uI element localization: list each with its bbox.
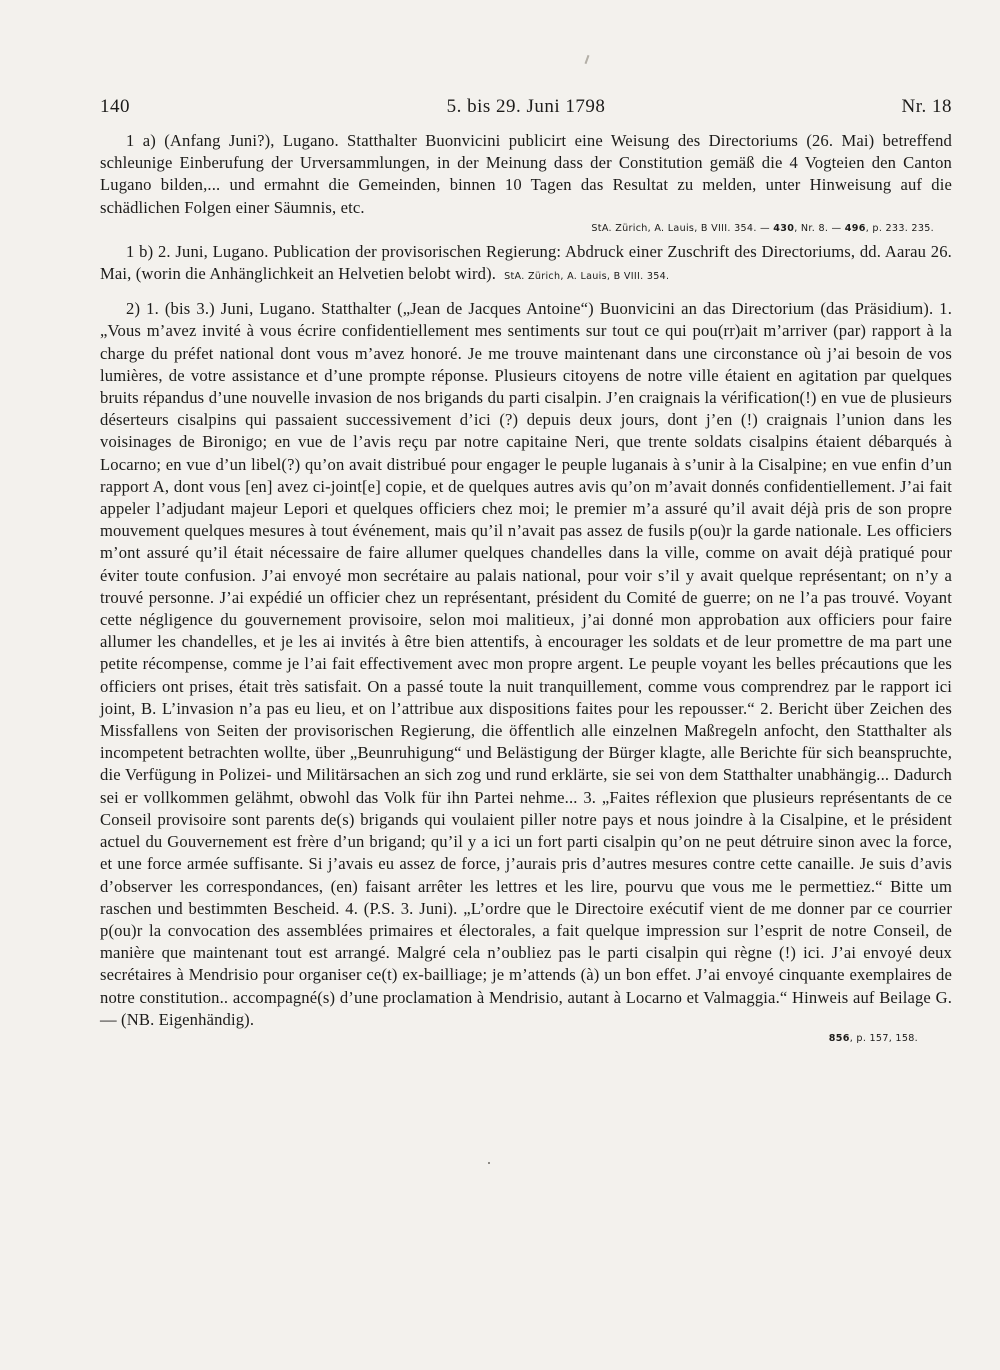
document-number: Nr. 18 [901,96,952,117]
source-citation-2: 856, p. 157, 158. [828,1032,918,1044]
entry-2: 2) 1. (bis 3.) Juni, Lugano. Statthalter („Jean de Jacques Antoine“) Buonvicini an das Directorium (das Präsidium). 1. „Vous m’avez invité à vous écrire confidentiellement mes sentiments sur tout ce qui pou(rr)ait m’arriver (par) rapport à la charge du préfet national dont vous m’avez honoré. Je me trouve maintenant dans une circonstance où j’ai besoin de vos lumières, de votre assistance et d’une prompte réponse. Plusieurs citoyens de notre ville étaient en agitation par quelques bruits répandus d’une nouvelle invasion de nos brigands du parti cisalpin. J’en craignais la vérification(!) en vue de plusieurs déserteurs cisalpins qui passaient successivement d’ici (?) depuis deux jours, dont j’en (!) craignais l’union dans les voisinages de Bironigo; en vue de l’avis reçu par notre capitaine Neri, que trente soldats cisalpins étaient débarqués à Locarno; en vue d’un libel(?) qu’on avait distribué pour engager le peuple luganais à s’unir à la Cisalpine; en vue enfin d’un rapport A, dont vous [en] avez ci-joint[e] copie, et de quelques autres avis qu’on m’avait donnés confidentiellement. J’ai fait appeler l’adjudant majeur Lepori et quelques officiers chez moi; le premier m’a assuré qu’il avait déjà pris de son propre mouvement quelques mesures à tout événement, mais qu’il n’avait pas assez de fusils p(ou)r la garde nationale. Les officiers m’ont assuré qu’il était nécessaire de faire allumer quelques chandelles dans la ville, comme on avait déjà pratiqué pour éviter toute confusion. J’ai envoyé mon secrétaire au palais national, pour voir s’il y avait quelque représentant; on n’y a trouvé personne. J’ai expédié un officier chez un représentant, président du Comité de guerre; on ne l’a pas trouvé. Voyant cette négligence du gouvernement provisoire, selon moi malitieux, j’ai donné mon approbation aux officiers pour faire allumer les chandelles, et je les ai invités à être bien attentifs, à encourager les soldats et de leur promettre de ma part une petite récompense, comme je l’ai fait effectivement avec mon propre argent. Le peuple voyant les belles précautions que les officiers ont prises, était très satisfait. On a passé toute la nuit tranquillement, comme vous comprendrez par le rapport ici joint, B. L’invasion n’a pas eu lieu, et on l’attribue aux dispositions faites pour les repousser.“ 2. Bericht über Zeichen des Missfallens von Seiten der provisorischen Regierung, die öffentlich alle einzelnen Maßregeln anfocht, den Statthalter als incompetent betrachten wollte, über „Beunruhigung“ und Belästigung der Bürger klagte, alle Berichte für sich beanspruchte, die Verfügung in Polizei- und Militärsachen an sich zog und rund erklärte, sie sei von dem Statthalter unabhängig... Dadurch sei er vollkommen gelähmt, obwohl das Volk für ihn Partei nehme... 3. „Faites réflexion que plusieurs représentants de ce Conseil provisoire sont parents de(s) brigands qui voulaient piller notre pays et nous joindre à la Cisalpine, et le président actuel du Gouvernement est frère d’un brigand; qu’il y a ici un fort parti cisalpin qu’on ne peut détruire sinon avec la force, et une force armée suffisante. Si j’avais eu assez de force, j’aurais pris d’autres mesures contre cette canaille. Je suis d’avis d’observer les correspondances, (en) faisant arrêter les lettres et les lire, pourvu que vous me le permettiez.“ Bitte um raschen und bestimmten Bescheid. 4. (P.S. 3. Juni). „L’ordre que le Directoire exécutif vient de me donner par ce courrier p(ou)r la convocation des assemblées primaires et électorales, a fait quelque impression sur l’esprit de notre Conseil, de manière que maintenant tout est arrangé. Malgré cela n’oubliez pas le parti cisalpin qui règne (!) ici. J’ai envoyé deux secrétaires à Mendrisio pour organiser ce(t) ex-bailliage; je m’attends (à) un bon effet. J’ai envoyé cinquante exemplaires de notre constitution.. accompagné(s) d’une proclamation à Mendrisio, autant à Locarno et Valmaggia.“ Hinweis auf Beilage G. — (NB. Eigenhändig). [100,299,952,1029]
pencil-mark [585,55,590,64]
speck [488,1162,490,1164]
running-head [100,96,952,122]
entry-1a: 1 a) (Anfang Juni?), Lugano. Statthalter Buonvicini publicirt eine Weisung des Directoriums (26. Mai) betreffend schleunige Einberufung der Urversammlungen, in der Meinung dass der Constitution gemäß die 4 Vogteien den Canton Lugano bilden,... und ermahnt die Gemeinden, binnen 10 Tagen das Resultat zu melden, unter Hinweisung auf die schädlichen Folgen einer Säumnis, etc. [100,131,952,217]
entry-1b: 1 b) 2. Juni, Lugano. Publication der provisorischen Regierung: Abdruck einer Zuschrift des Directoriums, dd. Aarau 26. Mai, (worin die Anhänglichkeit an Helvetien belobt wird). StA. Zürich, A. Lauis, B VIII. 354. [100,241,952,284]
page-number: 140 [100,96,130,117]
source-citation-1b: StA. Zürich, A. Lauis, B VIII. 354. [504,271,670,283]
body-text [100,130,952,1051]
date-range: 5. bis 29. Juni 1798 [446,96,606,117]
source-citation-1a: StA. Zürich, A. Lauis, B VIII. 354. — 430, Nr. 8. — 496, p. 233. 235. [591,222,934,234]
